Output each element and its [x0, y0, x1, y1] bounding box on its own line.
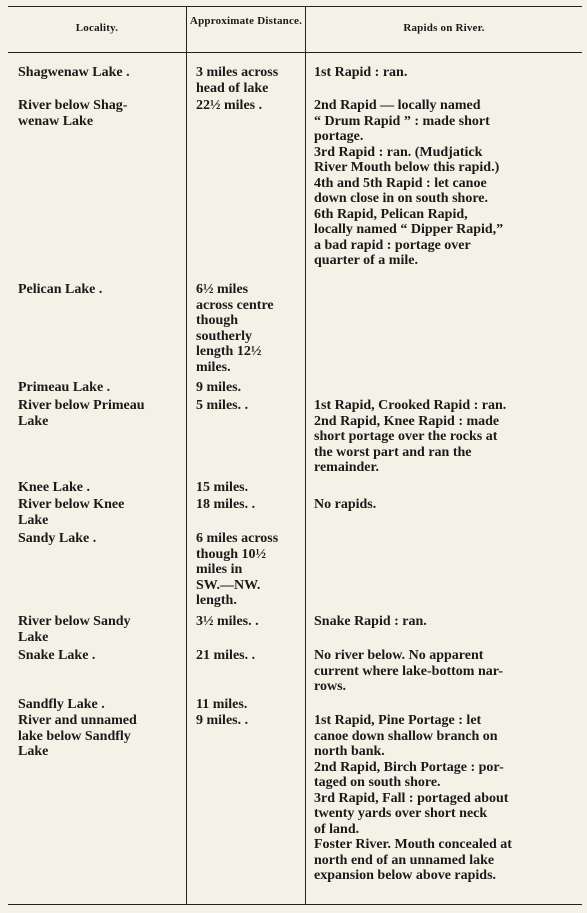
rapids-line: 1st Rapid, Pine Portage : let [314, 713, 482, 728]
row-3-locality [18, 282, 184, 298]
rapids-line: 2nd Rapid, Knee Rapid : made [314, 413, 500, 429]
rapids-line: quarter of a mile. [314, 253, 418, 268]
rapids-line: north end of an unnamed lake [314, 852, 495, 868]
distance-line: 6 miles across [196, 531, 279, 546]
row-9-rapids [314, 614, 580, 630]
rapids-line: north bank. [314, 744, 385, 759]
row-4-distance [196, 380, 302, 396]
row-5-rapids [314, 398, 580, 476]
header-rule [8, 52, 582, 53]
row-2-distance [196, 98, 302, 114]
rapids-line: canoe down shallow branch on [314, 728, 498, 744]
rapids-line: 2nd Rapid — locally named [314, 98, 481, 113]
row-4-locality [18, 380, 184, 396]
locality-line: River below Sandy [18, 614, 131, 629]
row-8-locality [18, 531, 184, 547]
row-6-locality [18, 480, 184, 496]
row-12-locality [18, 713, 184, 760]
rapids-line: twenty yards over short neck [314, 806, 488, 821]
rapids-line: rows. [314, 679, 347, 694]
table-top-rule [8, 6, 582, 7]
row-11-distance [196, 697, 302, 713]
locality-line: Sandfly Lake . [18, 697, 105, 712]
distance-line: across centre [196, 297, 274, 313]
locality-line: Snake Lake . [18, 648, 96, 663]
rapids-line: No rapids. [314, 497, 377, 512]
locality-line: River and unnamed [18, 713, 137, 728]
distance-line: 9 miles. . [196, 713, 249, 728]
row-9-distance [196, 614, 302, 630]
distance-line: 3½ miles. . [196, 614, 259, 629]
rapids-line: remainder. [314, 460, 379, 475]
rapids-line: of land. [314, 821, 360, 837]
row-7-rapids [314, 497, 580, 513]
distance-line: 15 miles. [196, 480, 249, 495]
distance-line: southerly [196, 328, 252, 344]
rapids-line: 1st Rapid, Crooked Rapid : ran. [314, 398, 507, 413]
row-6-distance [196, 480, 302, 496]
rapids-line: current where lake-bottom nar- [314, 663, 504, 679]
column-divider-2 [305, 6, 306, 904]
row-1-locality [18, 65, 184, 81]
row-8-distance [196, 531, 302, 609]
row-7-locality [18, 497, 184, 528]
row-3-distance [196, 282, 302, 375]
rapids-line: Snake Rapid : ran. [314, 614, 427, 629]
rapids-line: “ Drum Rapid ” : made short [314, 113, 490, 129]
table-bottom-rule [8, 904, 582, 905]
distance-line: miles. [196, 359, 231, 375]
row-10-distance [196, 648, 302, 664]
row-5-locality [18, 398, 184, 429]
rapids-line: portage. [314, 129, 364, 144]
distance-line: head of lake [196, 80, 269, 96]
row-5-distance [196, 398, 302, 414]
row-12-rapids [314, 713, 580, 884]
locality-line: Lake [18, 629, 49, 645]
locality-line: Knee Lake . [18, 480, 90, 495]
distance-line: 11 miles. [196, 697, 248, 712]
rapids-line: Foster River. Mouth concealed at [314, 837, 512, 852]
locality-line: Lake [18, 413, 49, 429]
rapids-line: a bad rapid : portage over [314, 237, 471, 253]
distance-line: length 12½ [196, 344, 262, 359]
distance-line: 18 miles. . [196, 497, 256, 512]
row-10-locality [18, 648, 184, 664]
rapids-line: taged on south shore. [314, 775, 441, 790]
locality-line: River below Knee [18, 497, 125, 512]
distance-line: 5 miles. . [196, 398, 249, 413]
distance-line: SW.—NW. [196, 577, 261, 593]
rapids-line: 2nd Rapid, Birch Portage : por- [314, 759, 504, 775]
row-11-locality [18, 697, 184, 713]
rapids-line: short portage over the rocks at [314, 429, 498, 444]
rapids-line: expansion below above rapids. [314, 868, 497, 883]
distance-line: 9 miles. [196, 380, 242, 395]
locality-line: lake below Sandfly [18, 728, 131, 744]
distance-line: 6½ miles [196, 282, 249, 297]
rapids-line: River Mouth below this rapid.) [314, 160, 500, 175]
rapids-line: 1st Rapid : ran. [314, 65, 408, 80]
header-distance: Approximate Distance. [189, 15, 303, 27]
locality-line: River below Primeau [18, 398, 145, 413]
distance-line: though [196, 313, 239, 328]
column-divider-1 [186, 6, 187, 904]
distance-line: length. [196, 593, 237, 608]
distance-line: miles in [196, 562, 243, 577]
locality-line: Lake [18, 744, 49, 759]
row-2-locality [18, 98, 184, 129]
locality-line: Sandy Lake . [18, 531, 97, 546]
rapids-line: locally named “ Dipper Rapid,” [314, 222, 504, 237]
row-2-rapids [314, 98, 580, 269]
row-9-locality [18, 614, 184, 645]
rapids-line: No river below. No apparent [314, 648, 484, 663]
locality-line: wenaw Lake [18, 113, 94, 129]
rapids-line: down close in on south shore. [314, 191, 489, 206]
row-10-rapids [314, 648, 580, 695]
header-locality: Locality. [75, 22, 119, 34]
rapids-line: 4th and 5th Rapid : let canoe [314, 175, 487, 191]
distance-line: 3 miles across [196, 65, 279, 80]
rapids-line: the worst part and ran the [314, 444, 472, 460]
locality-line: Primeau Lake . [18, 380, 111, 395]
rapids-line: 3rd Rapid : ran. (Mudjatick [314, 144, 483, 160]
distance-line: 22½ miles . [196, 98, 263, 113]
distance-line: 21 miles. . [196, 648, 256, 663]
rapids-line: 6th Rapid, Pelican Rapid, [314, 206, 468, 222]
locality-line: Shagwenaw Lake . [18, 65, 130, 80]
locality-line: River below Shag- [18, 98, 128, 113]
header-rapids: Rapids on River. [403, 22, 485, 34]
locality-line: Pelican Lake . [18, 282, 103, 297]
row-7-distance [196, 497, 302, 513]
rapids-line: 3rd Rapid, Fall : portaged about [314, 790, 509, 806]
row-1-distance [196, 65, 302, 96]
row-12-distance [196, 713, 302, 729]
row-1-rapids [314, 65, 580, 81]
locality-line: Lake [18, 512, 49, 528]
distance-line: though 10½ [196, 546, 267, 562]
